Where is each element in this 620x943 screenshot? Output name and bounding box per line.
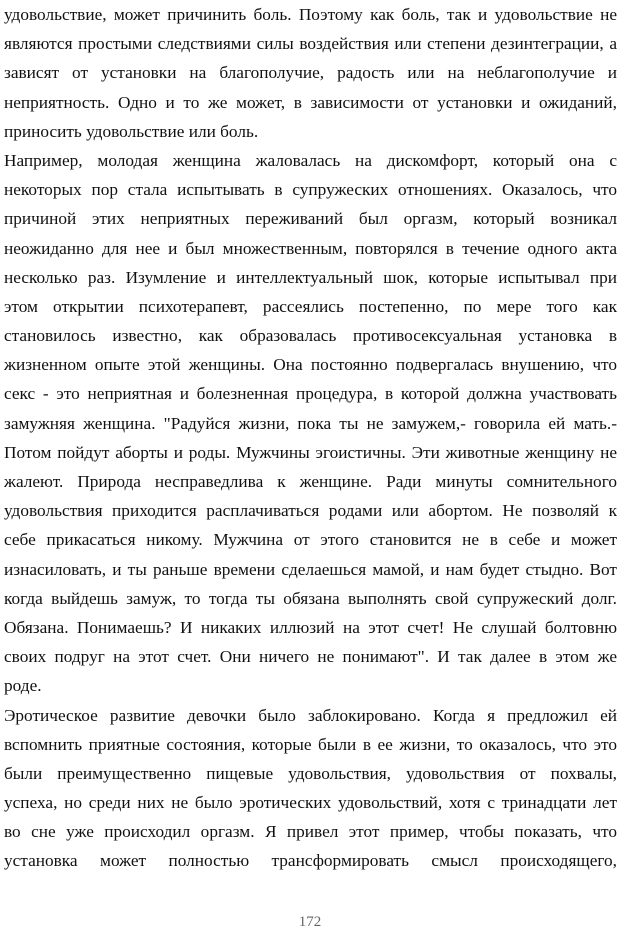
text-line: причиной этих неприятных переживаний был оргазм, который возникал — [4, 209, 617, 229]
text-line: несколько раз. Изумление и интеллектуальный шок, которые испытывал при — [4, 267, 617, 287]
text-line: становилось известно, как образовалась противосексуальная установка в — [4, 326, 617, 346]
text-line: вспомнить приятные состояния, которые были в ее жизни, то оказалось, что это — [4, 734, 617, 754]
text-line: когда выйдешь замуж, то тогда ты обязана выполнять свой супружеский долг. — [4, 588, 617, 608]
paragraph-last-line: роде. — [4, 676, 42, 696]
text-line: Обязана. Понимаешь? И никаких иллюзий на этот счет! Не слушай болтовню — [4, 617, 617, 637]
text-line: являются простыми следствиями силы воздействия или степени дезинтеграции, а — [4, 34, 617, 54]
paragraph-last-line: приносить удовольствие или боль. — [4, 121, 259, 141]
text-line: замужняя женщина. "Радуйся жизни, пока ты не замужем,- говорила ей мать.- — [4, 413, 617, 433]
text-line: Потом пойдут аборты и роды. Мужчины эгоистичны. Эти животные женщину не — [4, 442, 617, 462]
text-line: жизненном опыте этой женщины. Она постоянно подвергалась внушению, что — [4, 355, 617, 375]
page-number: 172 — [298, 914, 322, 930]
text-line: этом открытии психотерапевт, рассеялись постепенно, по мере того как — [4, 296, 617, 316]
text-line: были преимущественно пищевые удовольствия, удовольствия от похвалы, — [4, 763, 617, 783]
text-line: своих подруг на этот счет. Они ничего не понимают". И так далее в этом же — [4, 647, 617, 667]
text-line: удовольствия приходится расплачиваться родами или абортом. Не позволяй к — [4, 501, 617, 521]
text-line: себе прикасаться никому. Мужчина от этого становится не в себе и может — [4, 530, 617, 550]
text-line: жалеют. Природа несправедлива к женщине. Ради минуты сомнительного — [4, 472, 617, 491]
text-line: установка может полностью трансформировать смысл происходящего, — [4, 851, 617, 871]
body-text — [4, 0, 617, 876]
text-line: секс - это неприятная и болезненная процедура, в которой должна участвовать — [4, 384, 617, 404]
text-line: зависят от установки на благополучие, радость или на неблагополучие и — [4, 63, 617, 83]
text-line: удовольствие, может причинить боль. Поэтому как боль, так и удовольствие не — [4, 5, 617, 24]
text-line: Эротическое развитие девочки было заблокировано. Когда я предложил ей — [4, 705, 617, 725]
text-line: во сне уже происходил оргазм. Я привел этот пример, чтобы показать, что — [4, 822, 617, 842]
text-line: неприятность. Одно и то же может, в зависимости от установки и ожиданий, — [4, 92, 617, 112]
text-line: Например, молодая женщина жаловалась на дискомфорт, который она с — [4, 150, 617, 170]
text-line: изнасиловать, и ты раньше времени сделаешься мамой, и нам будет стыдно. Вот — [4, 559, 617, 579]
text-line: некоторых пор стала испытывать в супружеских отношениях. Оказалось, что — [4, 180, 617, 200]
text-line: неожиданно для нее и был множественным, повторялся в течение одного акта — [4, 238, 617, 258]
text-line: успеха, но среди них не было эротических удовольствий, хотя с тринадцати лет — [4, 793, 617, 813]
